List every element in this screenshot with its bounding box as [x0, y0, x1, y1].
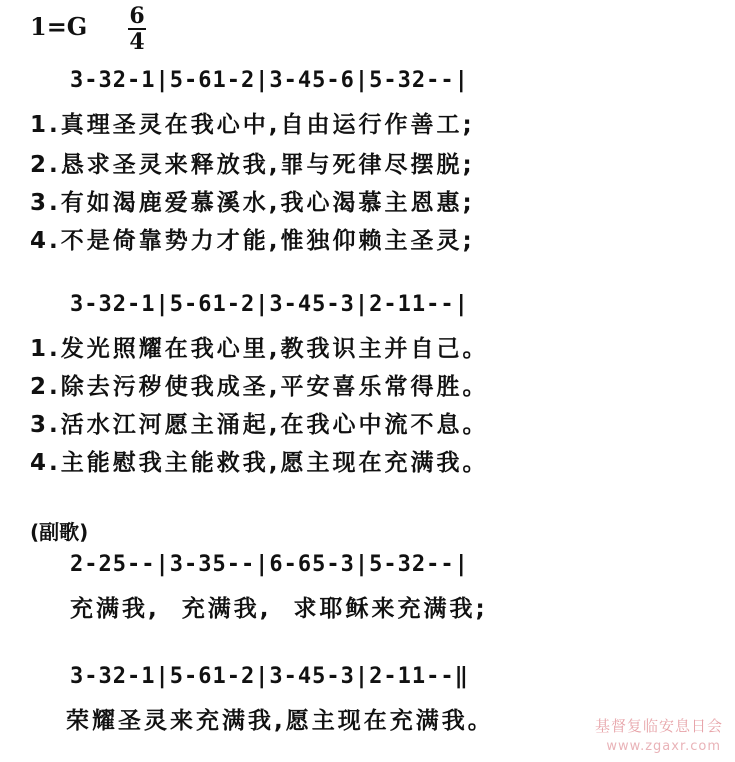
notes-line-chorus-2: 3-32-1|5-61-2|3-45-3|2-11--‖ [70, 664, 469, 689]
lyric-line-chorus-1: 充满我, 充满我, 求耶稣来充满我; [70, 596, 488, 622]
lyric-line: 3.有如渴鹿爱慕溪水,我心渴慕主恩惠; [30, 190, 475, 216]
lyric-line: 4.主能慰我主能救我,愿主现在充满我。 [30, 450, 489, 476]
time-signature [124, 4, 150, 54]
chorus-label: (副歌) [30, 520, 89, 544]
notes-line-verse-b: 3-32-1|5-61-2|3-45-3|2-11--| [70, 292, 469, 317]
lyric-line: 2.除去污秽使我成圣,平安喜乐常得胜。 [30, 374, 489, 400]
notes-line-chorus-1: 2-25--|3-35--|6-65-3|5-32--| [70, 552, 469, 577]
lyric-line: 2.恳求圣灵来释放我,罪与死律尽摆脱; [30, 152, 475, 178]
lyric-line: 4.不是倚靠势力才能,惟独仰赖主圣灵; [30, 228, 475, 254]
notes-line-verse-a: 3-32-1|5-61-2|3-45-6|5-32--| [70, 68, 469, 93]
key-signature: 1=G [30, 12, 88, 41]
lyric-line-chorus-2: 荣耀圣灵来充满我,愿主现在充满我。 [66, 708, 494, 734]
lyric-line: 1.发光照耀在我心里,教我识主并自己。 [30, 336, 489, 362]
watermark-url: www.zgaxr.com [606, 739, 721, 754]
time-signature-bottom: 4 [129, 29, 145, 55]
time-signature-top: 6 [129, 3, 145, 29]
watermark-text: 基督复临安息日会 [594, 717, 723, 735]
lyric-line: 3.活水江河愿主涌起,在我心中流不息。 [30, 412, 489, 438]
lyric-line: 1.真理圣灵在我心中,自由运行作善工; [30, 112, 475, 138]
